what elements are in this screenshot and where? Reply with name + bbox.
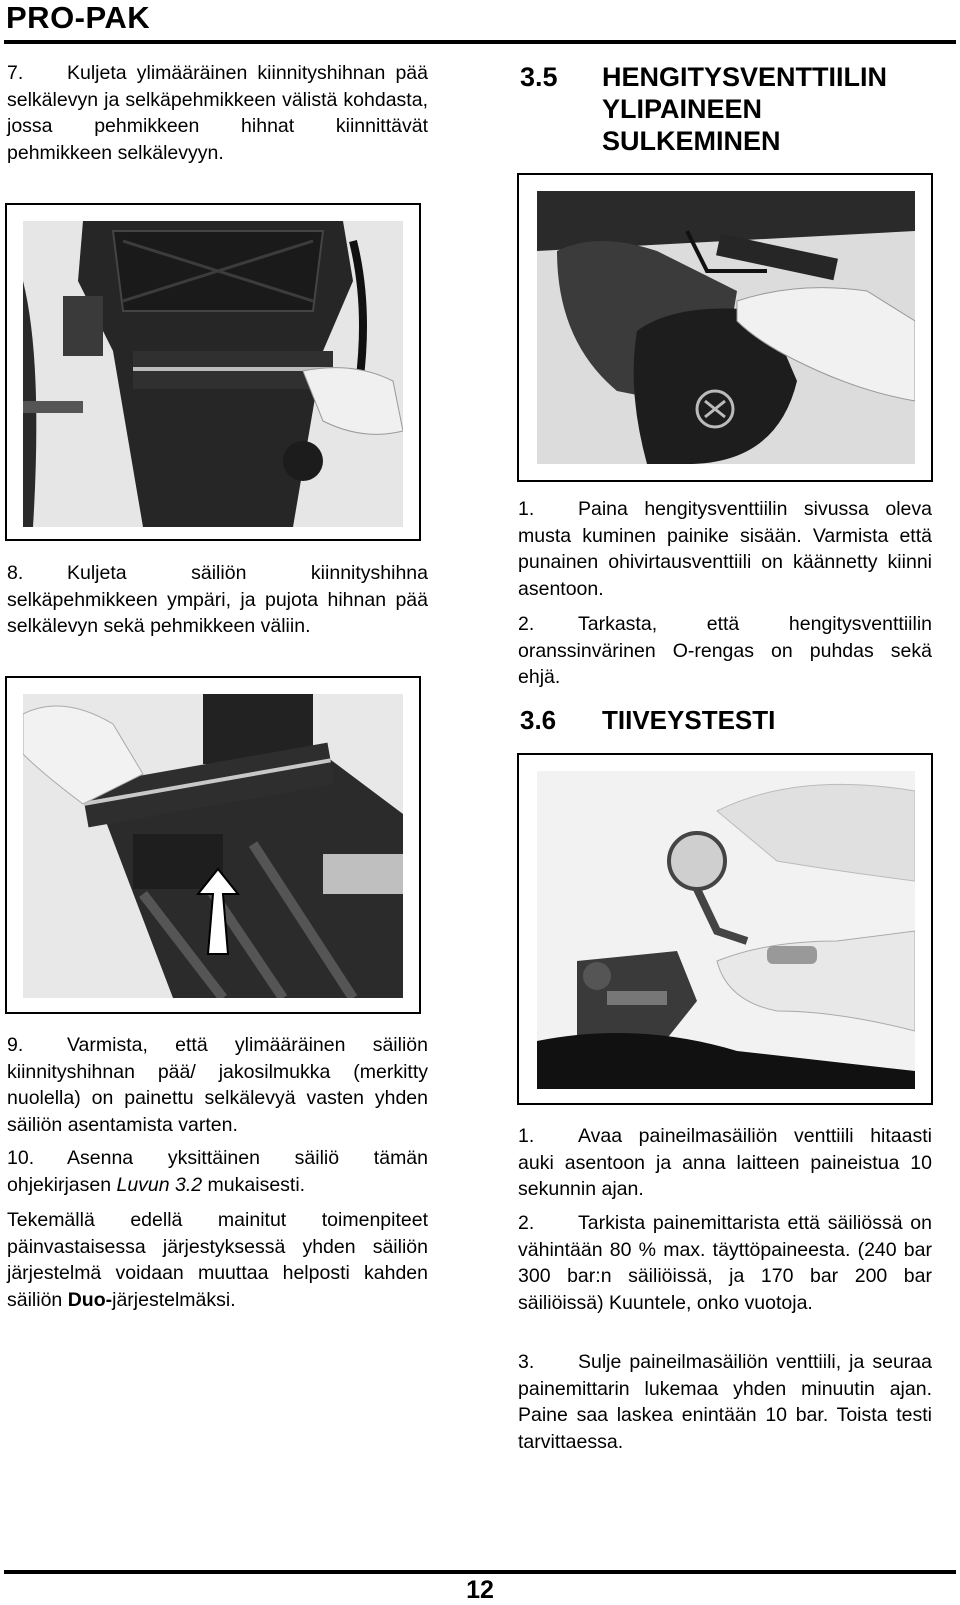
s36-step-2-number: 2.: [518, 1212, 535, 1234]
section-3-5-title-line1: HENGITYSVENTTIILIN: [602, 62, 888, 92]
footer-divider: [4, 1570, 956, 1574]
step-10-text: Asenna yksittäinen säiliö tämän ohjekirjasen: [7, 1147, 428, 1196]
s36-step-2: [518, 1210, 932, 1316]
photo-backplate-strap: [23, 221, 403, 527]
section-3-6-heading: [520, 704, 950, 738]
closing-paragraph: [7, 1207, 428, 1313]
section-3-5-title-line2: YLIPAINEEN: [602, 94, 763, 124]
step-7: [7, 60, 428, 166]
s36-step-3: [518, 1349, 932, 1455]
photo-leak-test: [537, 771, 915, 1089]
header-divider: [4, 40, 956, 44]
page-header-title: PRO-PAK: [6, 0, 151, 35]
s35-step-1: [518, 496, 932, 602]
section-3-6-number: 3.6: [520, 705, 557, 735]
photo-frame-backplate-strap: [5, 203, 421, 541]
s35-step-2-text: Tarkasta, että hengitysventtiilin oranssinvärinen O-rengas on puhdas sekä ehjä.: [518, 613, 932, 688]
s35-step-1-text: Paina hengitysventtiilin sivussa oleva musta kuminen painike sisään. Varmista että punainen ohivirtausventtiili on käännetty kiinni asentoon.: [518, 498, 932, 600]
photo-frame-strap-loop: [5, 676, 421, 1014]
step-8-text: Kuljeta säiliön kiinnityshihna selkäpehmikkeen ympäri, ja pujota hihnan pää selkälevyn sekä pehmikkeen väliin.: [7, 562, 428, 637]
photo-strap-loop: [23, 694, 403, 998]
s36-step-2-text: Tarkista painemittarista että säiliössä on vähintään 80 % max. täyttöpaineesta. (240 bar 300 bar:n säiliöissä, ja 170 bar 200 bar säiliöissä) Kuuntele, onko vuotoja.: [518, 1212, 932, 1314]
s35-step-2: [518, 611, 932, 691]
s35-step-1-number: 1.: [518, 498, 535, 520]
s36-step-1-text: Avaa paineilmasäiliön venttiili hitaasti auki asentoon ja anna laitteen paineistua 10 sekunnin ajan.: [518, 1125, 932, 1200]
step-10-chapter-ref: Luvun 3.2: [116, 1173, 203, 1196]
step-10: [7, 1145, 428, 1198]
closing-duo-word: Duo-: [67, 1288, 113, 1311]
section-3-5-title-line3: SULKEMINEN: [602, 126, 781, 156]
step-7-text: Kuljeta ylimääräinen kiinnityshihnan pää selkälevyn ja selkäpehmikkeen välistä kohdasta, jossa pehmikkeen hihnat kiinnittävät pehmikkeen selkälevyyn.: [7, 62, 428, 164]
closing-text: Tekemällä edellä mainitut toimenpiteet päinvastaisessa järjestyksessä yhden säiliön järjestelmä voidaan muuttaa helposti kahden säiliön: [7, 1209, 428, 1311]
photo-frame-breathing-valve: [517, 173, 933, 482]
s36-step-1-number: 1.: [518, 1125, 535, 1147]
step-10-number: 10.: [7, 1147, 35, 1169]
section-3-5-heading: [520, 61, 950, 161]
step-9-number: 9.: [7, 1034, 24, 1056]
s35-step-2-number: 2.: [518, 613, 535, 635]
step-8-number: 8.: [7, 562, 24, 584]
s36-step-3-number: 3.: [518, 1351, 535, 1373]
step-7-number: 7.: [7, 62, 24, 84]
section-3-6-title: TIIVEYSTESTI: [602, 705, 776, 735]
photo-breathing-valve: [537, 191, 915, 464]
s36-step-3-text: Sulje paineilmasäiliön venttiili, ja seuraa painemittarin lukemaa yhden minuutin ajan. Paine saa laskea enintään 10 bar. Toista testi tarvittaessa.: [518, 1351, 932, 1453]
step-8: [7, 560, 428, 640]
section-3-5-number: 3.5: [520, 62, 558, 92]
closing-text-end: järjestelmäksi.: [112, 1288, 236, 1311]
step-9-text: Varmista, että ylimääräinen säiliön kiinnityshihnan pää/ jakosilmukka (merkitty nuolella) on painettu selkälevyä vasten yhden säiliön asentamista varten.: [7, 1034, 428, 1136]
step-10-text-end: mukaisesti.: [202, 1173, 306, 1196]
photo-frame-leak-test: [517, 753, 933, 1105]
step-9: [7, 1032, 428, 1138]
s36-step-1: [518, 1123, 932, 1203]
page-number: 12: [466, 1576, 494, 1604]
